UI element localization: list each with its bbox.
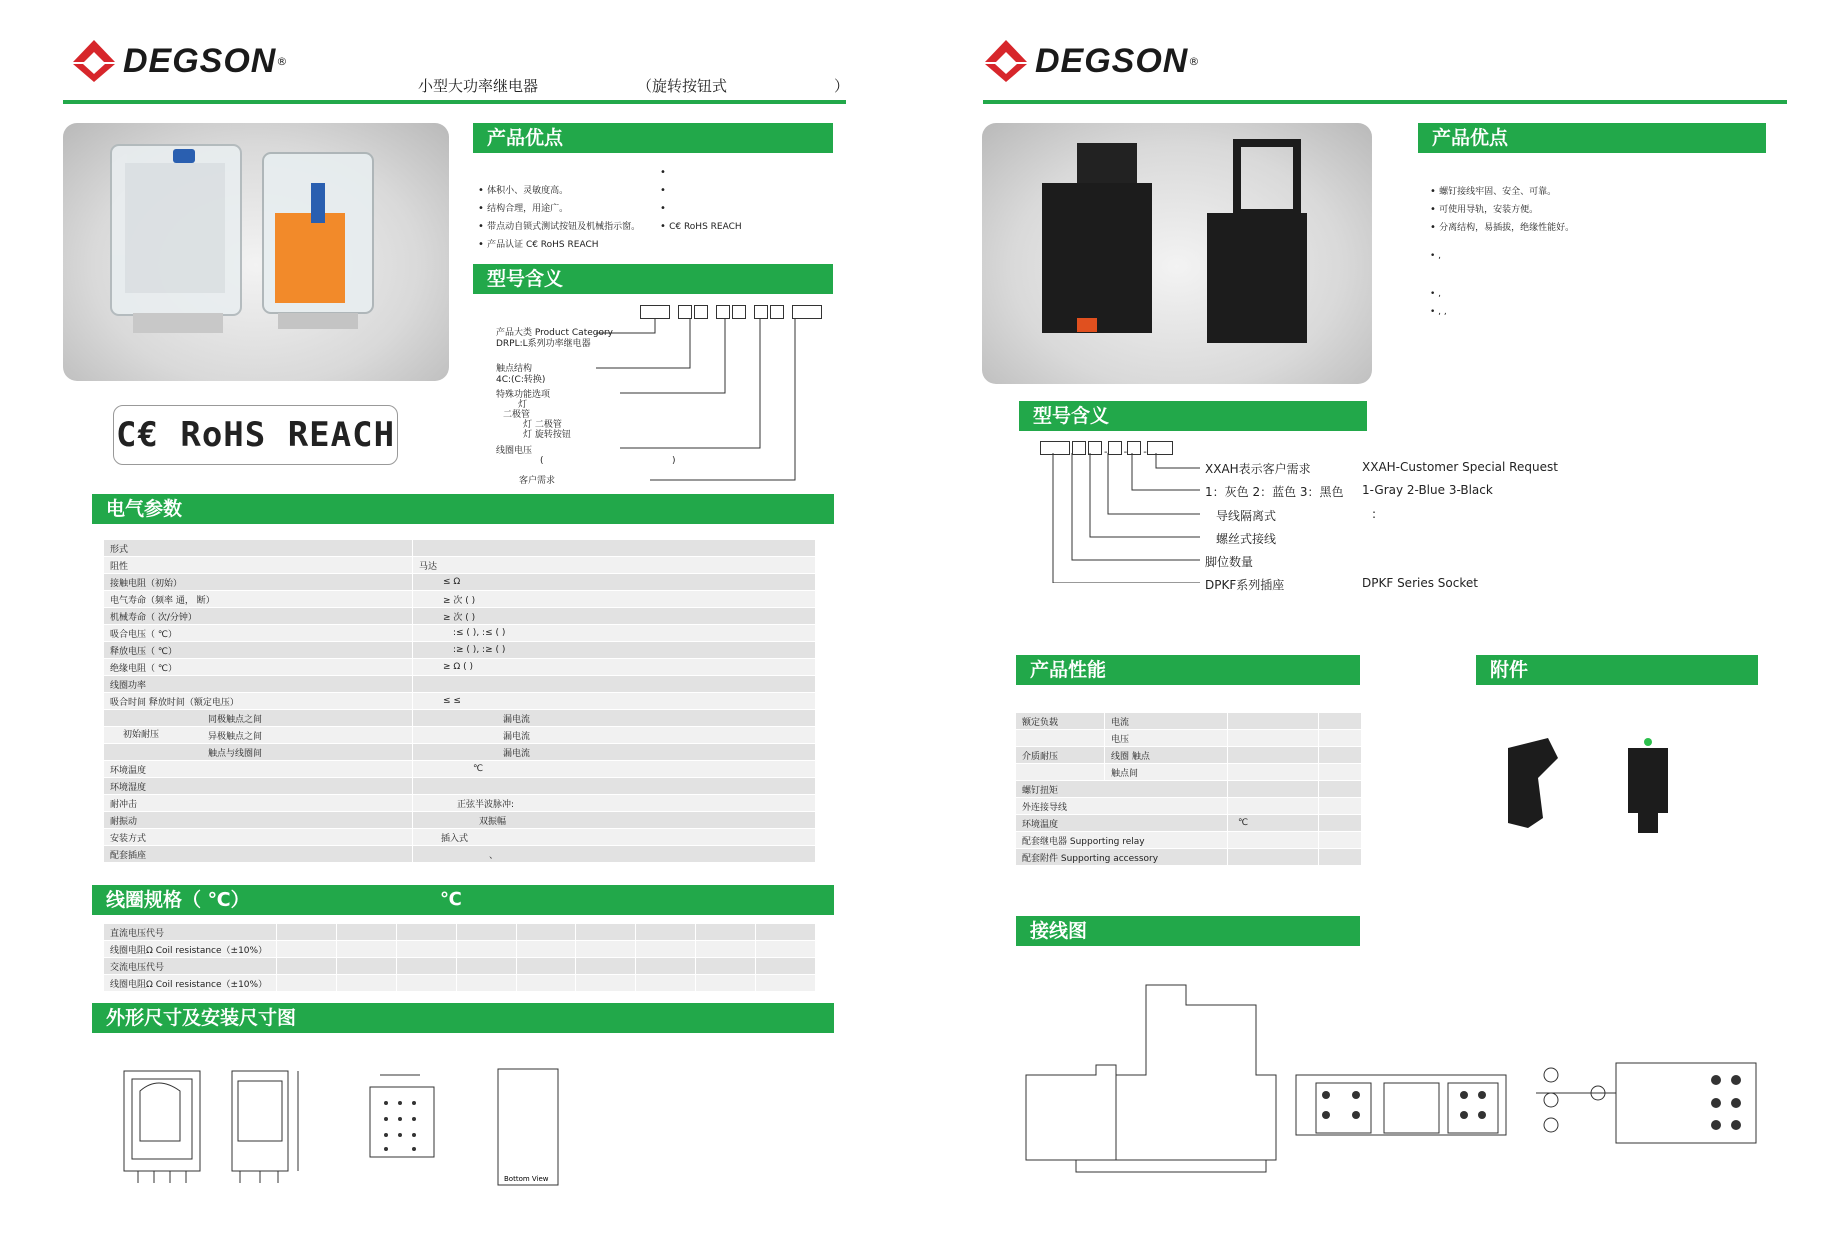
- degson-logo-icon: [983, 38, 1029, 84]
- table-row: 异极触点之间 漏电流: [104, 727, 816, 744]
- performance-table: [1016, 713, 1362, 866]
- table-row: 绝缘电阻（ ℃） ≥ Ω ( ): [104, 659, 816, 676]
- table-row: 环境温度 ℃: [104, 761, 816, 778]
- right-brand-logo: DEGSON ®: [983, 38, 1199, 84]
- coil-heading: 线圈规格（ ℃）: [92, 885, 834, 915]
- table-row: 机械寿命（ 次/分钟） ≥ 次 ( ): [104, 608, 816, 625]
- left-title-paren-open: （旋转按钮式: [637, 77, 728, 95]
- table-row: 介质耐压 线圈 触点: [1016, 747, 1362, 764]
- advantage-item: • 可使用导轨，安装方便。: [1430, 201, 1574, 219]
- left-brand-name: DEGSON: [123, 41, 277, 80]
- left-advantages-list: [478, 182, 640, 254]
- left-advantages-heading: 产品优点: [473, 123, 833, 153]
- table-row: 配套继电器 Supporting relay: [1016, 832, 1362, 849]
- socket-product-photo: [982, 123, 1372, 384]
- table-row: 安装方式 插入式: [104, 829, 816, 846]
- relay-product-photo: [63, 123, 449, 381]
- advantage-item: • 分离结构，易插拔，绝缘性能好。: [1430, 219, 1574, 237]
- left-header-rule: [63, 100, 846, 104]
- advantage-item: • 带点动自锁式测试按钮及机械指示窗。: [478, 218, 640, 236]
- wiring-heading: 接线图: [1016, 916, 1360, 946]
- table-row: 额定负载 电流: [1016, 713, 1362, 730]
- table-row: 接触电阻（初始） ≤ Ω: [104, 574, 816, 591]
- right-header-rule: [983, 100, 1787, 104]
- table-row: 螺钉扭矩: [1016, 781, 1362, 798]
- table-row: 交流电压代号: [104, 958, 816, 975]
- bottom-view-label: Bottom View: [504, 1175, 549, 1183]
- table-row: 电压: [1016, 730, 1362, 747]
- table-row: 同极触点之间 漏电流: [104, 710, 816, 727]
- accessory-images: [1478, 718, 1698, 848]
- table-row: 线圈电阻Ω Coil resistance（±10%）: [104, 975, 816, 992]
- socket-code-boxes: - - -: [1040, 440, 1175, 459]
- table-row: 环境湿度: [104, 778, 816, 795]
- electrical-spec-table: [104, 540, 816, 863]
- table-row: 线圈电阻Ω Coil resistance（±10%）: [104, 941, 816, 958]
- table-row: 触点间: [1016, 764, 1362, 781]
- advantage-item: • 产品认证 C€ RoHS REACH: [478, 236, 640, 254]
- cert-logos: C€ RoHS REACH: [113, 405, 398, 465]
- table-row: 耐冲击 正弦半波脉冲:: [104, 795, 816, 812]
- left-model-heading: 型号含义: [473, 264, 833, 294]
- degson-logo-icon: [71, 38, 117, 84]
- socket-leader-lines: [1050, 453, 1210, 583]
- dimension-drawings: [118, 1063, 598, 1193]
- table-row: 配套插座 、: [104, 846, 816, 863]
- table-row: 直流电压代号: [104, 924, 816, 941]
- accessories-heading: 附件: [1476, 655, 1758, 685]
- coil-spec-table: [104, 924, 816, 992]
- table-row: 释放电压（ ℃） :≥ ( ), :≥ ( ): [104, 642, 816, 659]
- left-page-title: 小型大功率继电器: [418, 77, 539, 95]
- advantage-item: • 结构合理，用途广。: [478, 200, 640, 218]
- dimensions-heading: 外形尺寸及安装尺寸图: [92, 1003, 834, 1033]
- left-brand-logo: DEGSON ®: [71, 38, 287, 84]
- table-row: 外连接导线: [1016, 798, 1362, 815]
- table-row: 配套附件 Supporting accessory: [1016, 849, 1362, 866]
- table-row: 线圈功率: [104, 676, 816, 693]
- right-advantages-heading: 产品优点: [1418, 123, 1766, 153]
- table-row: 耐振动 双振幅: [104, 812, 816, 829]
- table-row: 吸合时间 释放时间（额定电压） ≤ ≤: [104, 693, 816, 710]
- advantage-item: • 螺钉接线牢固、安全、可靠。: [1430, 183, 1574, 201]
- table-row: 形式: [104, 540, 816, 557]
- table-row: 电气寿命（频率 通， 断） ≥ 次 ( ): [104, 591, 816, 608]
- advantage-item: • 体积小、灵敏度高。: [478, 182, 640, 200]
- right-brand-name: DEGSON: [1035, 41, 1189, 80]
- table-row: 吸合电压（ ℃） :≤ ( ), :≤ ( ): [104, 625, 816, 642]
- table-row: 触点与线圈间 漏电流: [104, 744, 816, 761]
- wiring-diagrams: [1016, 975, 1776, 1180]
- table-row: 环境温度 ℃: [1016, 815, 1362, 832]
- performance-heading: 产品性能: [1016, 655, 1360, 685]
- left-title-paren-close: ）: [834, 77, 850, 95]
- electrical-heading: 电气参数: [92, 494, 834, 524]
- right-model-heading: 型号含义: [1019, 401, 1367, 431]
- left-advantages-list-right: • • • • C€ RoHS REACH: [660, 164, 742, 236]
- right-advantages-list: [1430, 183, 1574, 237]
- table-row: 阻性 马达: [104, 557, 816, 574]
- initial-withstand-label: 初始耐压: [123, 730, 160, 740]
